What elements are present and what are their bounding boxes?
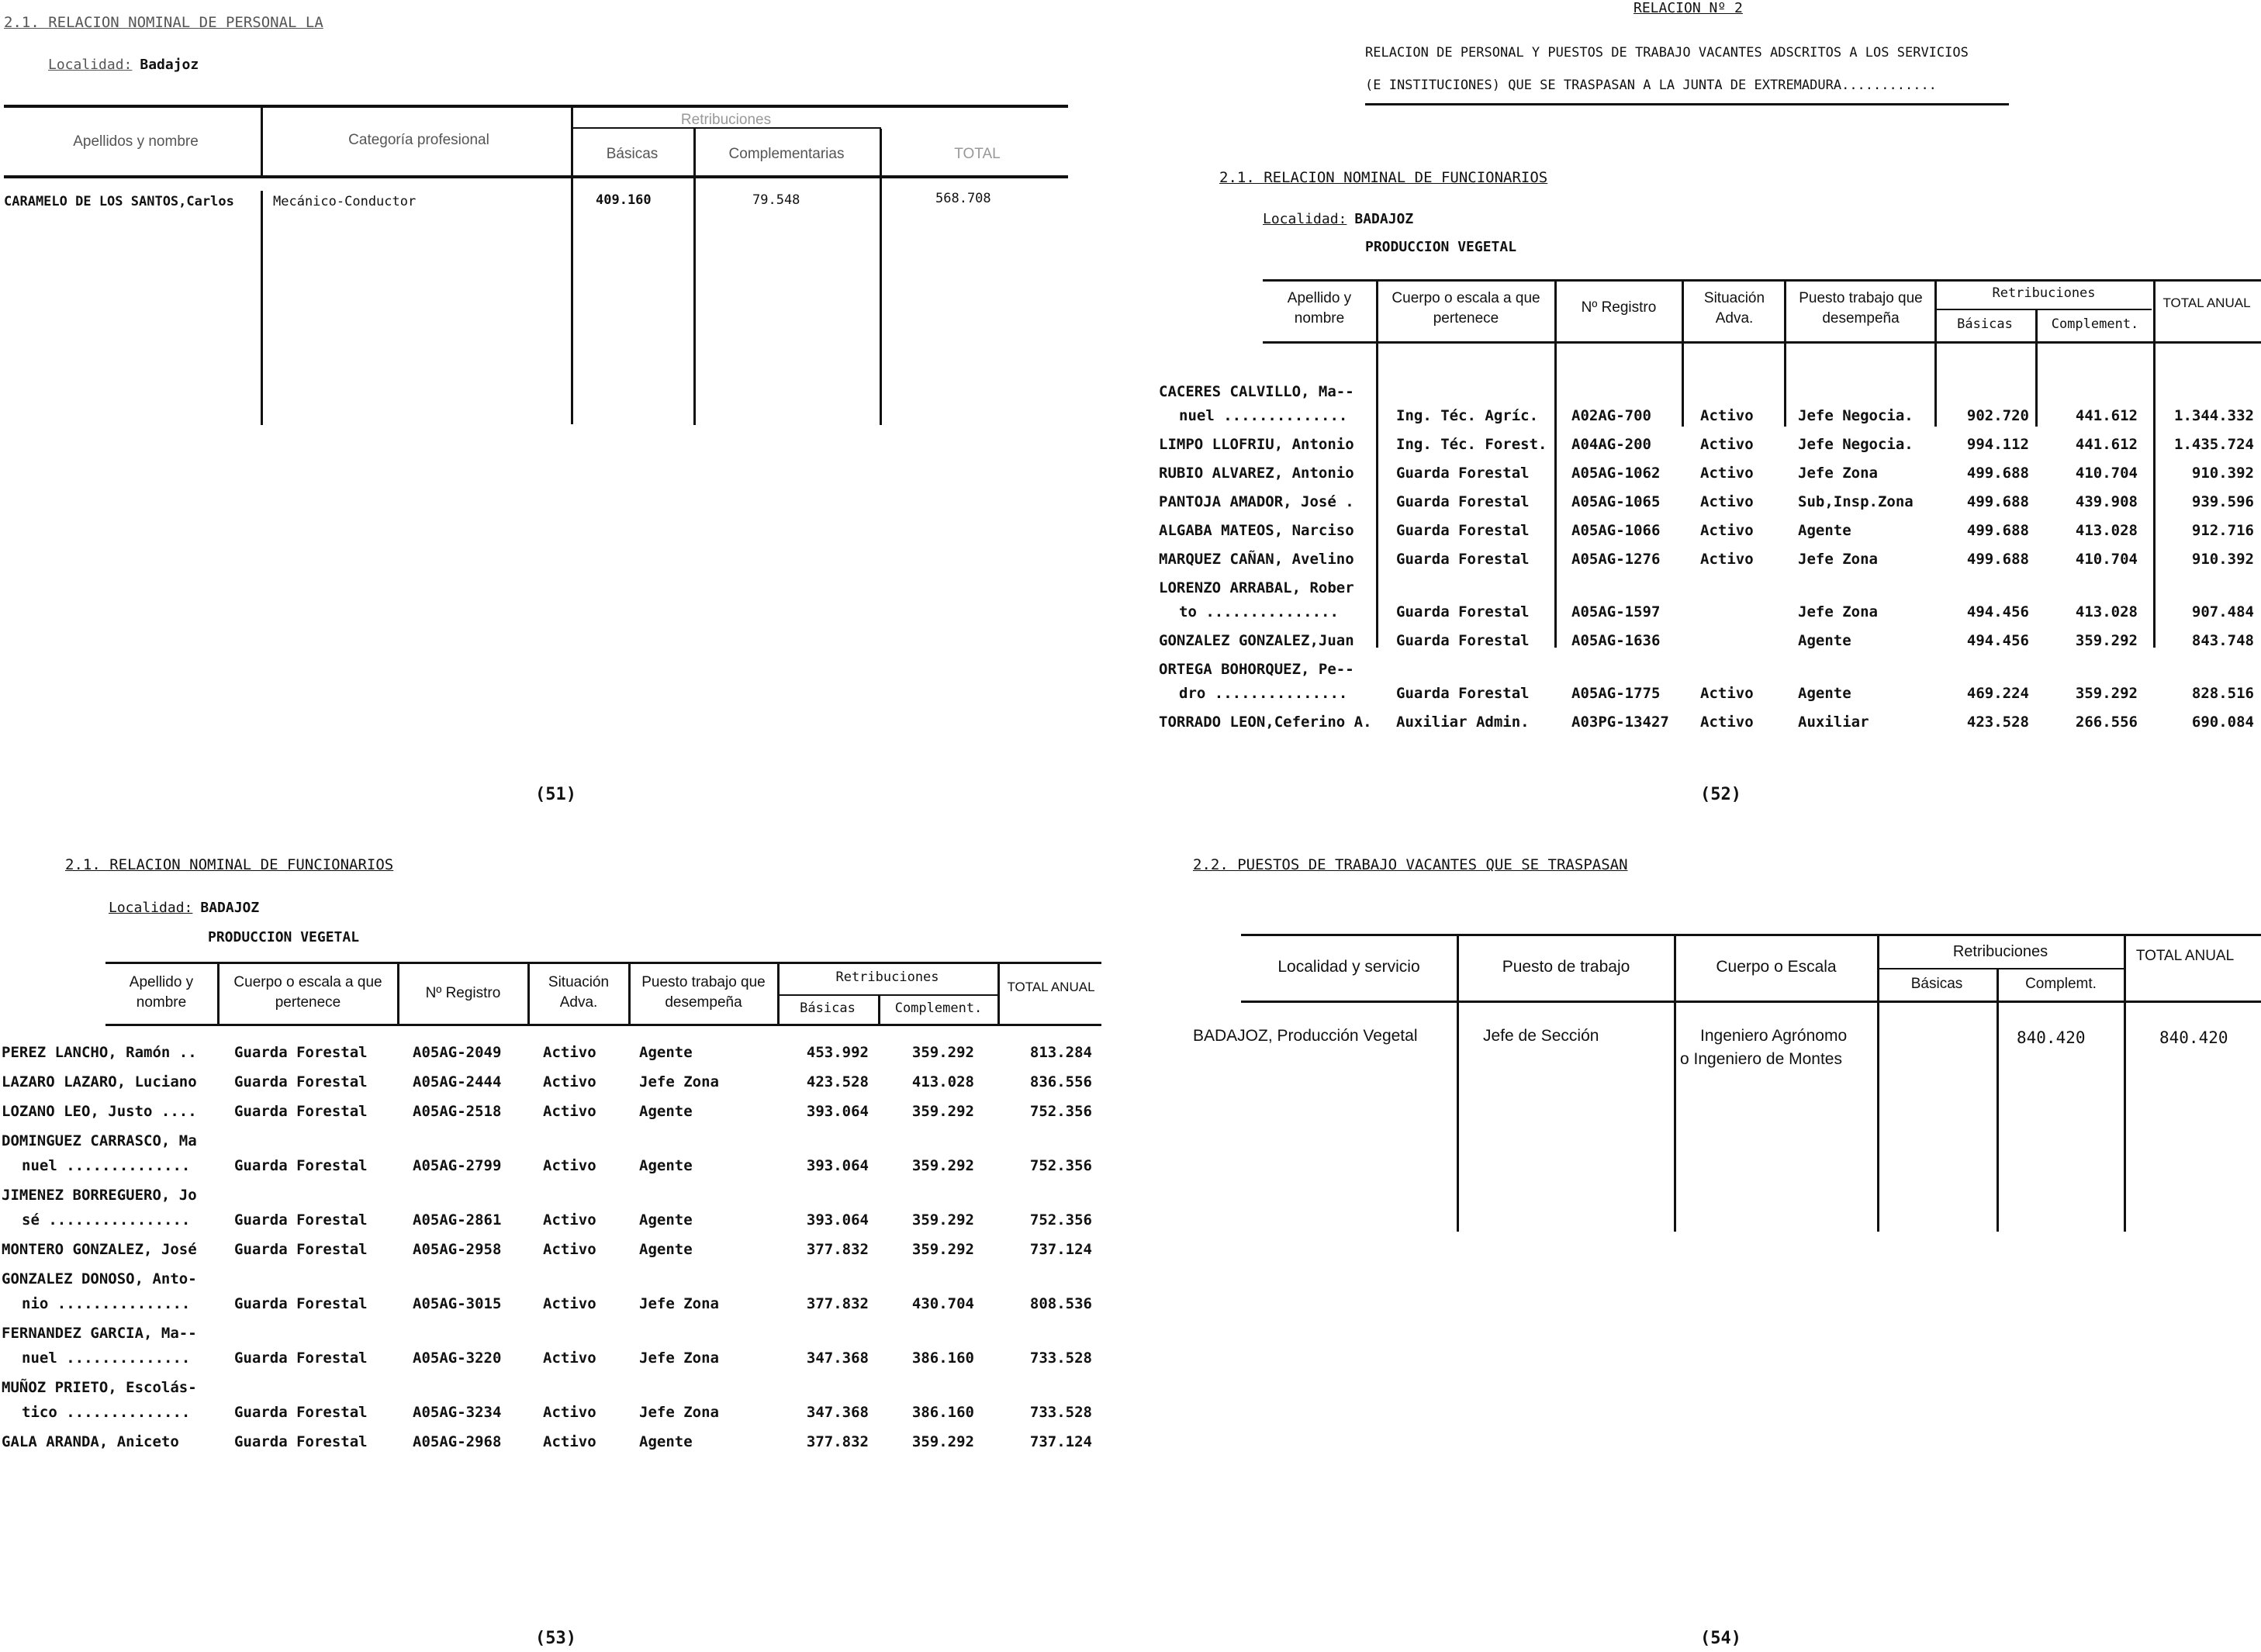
servicio: PRODUCCION VEGETAL [1365, 239, 1517, 255]
row-total: 912.716 [2191, 522, 2254, 539]
row-name-line1: ALGABA MATEOS, Narciso [1159, 522, 1354, 539]
row-complement: 439.908 [2075, 493, 2138, 510]
row-cuerpo-line1: Ingeniero Agrónomo [1700, 1027, 1848, 1045]
row-puesto: Jefe Negocia. [1798, 407, 1914, 424]
row-name-line1: LORENZO ARRABAL, Rober [1159, 579, 1354, 596]
row-cuerpo: Guarda Forestal [234, 1044, 368, 1061]
row-puesto: Sub,Insp.Zona [1798, 493, 1914, 510]
row-total: 813.284 [1029, 1044, 1092, 1061]
row-basicas: 494.456 [1966, 632, 2029, 649]
header-categoria: Categoría profesional [348, 132, 489, 148]
row-registro: A05AG-3220 [413, 1350, 502, 1367]
row-complement: 359.292 [911, 1103, 974, 1120]
row-total: 690.084 [2191, 714, 2254, 731]
row-name-line1: MUÑOZ PRIETO, Escolás- [2, 1379, 197, 1396]
header-localidad: Localidad y servicio [1277, 958, 1420, 976]
row-name-line1: LOZANO LEO, Justo .... [2, 1103, 197, 1120]
col-divider [2124, 934, 2126, 1232]
header-registro: Nº Registro [425, 985, 501, 1001]
col-divider [1682, 279, 1684, 427]
header-basicas: Básicas [800, 1001, 856, 1016]
col-divider [261, 191, 263, 425]
row-basicas: 453.992 [806, 1044, 869, 1061]
page-number: (51) [535, 785, 576, 804]
row-basicas: 347.368 [806, 1404, 869, 1421]
table-top-rule [105, 962, 1101, 964]
row-name-line1: ORTEGA BOHORQUEZ, Pe-- [1159, 661, 1354, 678]
row-complement: 359.292 [2075, 685, 2138, 702]
col-divider [261, 105, 263, 176]
row-total: 828.516 [2191, 685, 2254, 702]
row-cuerpo: Guarda Forestal [234, 1211, 368, 1229]
row-name-line1: GONZALEZ DONOSO, Anto- [2, 1270, 197, 1287]
header-retribuciones: Retribuciones [680, 112, 772, 128]
row-registro: A05AG-1597 [1571, 603, 1661, 620]
row-puesto: Jefe Zona [1798, 551, 1878, 568]
col-divider [1997, 969, 1999, 1232]
row-registro: A05AG-2049 [413, 1044, 502, 1061]
row-situacion: Activo [543, 1211, 596, 1229]
row-complement: 430.704 [911, 1295, 974, 1312]
heading-line-2: (E INSTITUCIONES) QUE SE TRASPASAN A LA JUNTA DE EXTREMADURA............ [1365, 78, 1937, 93]
row-situacion: Activo [1700, 465, 1754, 482]
row-localidad: BADAJOZ, Producción Vegetal [1193, 1027, 1418, 1045]
row-total: 1.344.332 [2174, 407, 2254, 424]
row-name-line1: MARQUEZ CAÑAN, Avelino [1159, 551, 1354, 568]
row-situacion: Activo [543, 1241, 596, 1258]
row-cuerpo: Ing. Téc. Agríc. [1396, 407, 1539, 424]
row-name-line1: JIMENEZ BORREGUERO, Jo [2, 1187, 197, 1204]
row-name-line1: PANTOJA AMADOR, José . [1159, 493, 1354, 510]
row-basicas: 499.688 [1966, 493, 2029, 510]
row-cuerpo: Guarda Forestal [234, 1404, 368, 1421]
row-complement: 413.028 [2075, 603, 2138, 620]
table-header-rule [1241, 1001, 2261, 1003]
row-complement: 359.292 [911, 1241, 974, 1258]
header-apellido: Apellido y nombre [129, 974, 194, 1011]
row-cuerpo: Guarda Forestal [1396, 465, 1530, 482]
header-situacion: Situación Adva. [1703, 290, 1765, 327]
row-basicas: 902.720 [1966, 407, 2029, 424]
row-complement: 413.028 [2075, 522, 2138, 539]
row-puesto: Agente [639, 1211, 693, 1229]
row-puesto: Jefe Negocia. [1798, 436, 1914, 453]
row-cuerpo: Guarda Forestal [234, 1433, 368, 1450]
row-puesto: Agente [1798, 522, 1851, 539]
row-registro: A05AG-2444 [413, 1073, 502, 1090]
row-basicas: 377.832 [806, 1433, 869, 1450]
row-complement: 413.028 [911, 1073, 974, 1090]
retrib-rule [1934, 309, 2152, 310]
heading-line-1: RELACION DE PERSONAL Y PUESTOS DE TRABAJO VACANTES ADSCRITOS A LOS SERVICIOS [1365, 45, 1969, 60]
row-puesto: Auxiliar [1798, 714, 1869, 731]
table-top-rule [1241, 934, 2261, 936]
row-registro: A05AG-1066 [1571, 522, 1661, 539]
row-name-line1: TORRADO LEON,Ceferino A. [1159, 714, 1372, 731]
row-puesto: Agente [639, 1157, 693, 1174]
row-total: 568.708 [935, 191, 991, 206]
header-basicas: Básicas [1910, 976, 1963, 992]
header-total: TOTAL [954, 146, 1001, 162]
row-name-line2: dro ............... [1179, 685, 1348, 702]
row-basicas: 393.064 [806, 1103, 869, 1120]
row-cuerpo: Guarda Forestal [1396, 551, 1530, 568]
row-registro: A05AG-1065 [1571, 493, 1661, 510]
row-total: 808.536 [1029, 1295, 1092, 1312]
row-basicas: 393.064 [806, 1157, 869, 1174]
row-complement: 441.612 [2075, 436, 2138, 453]
col-divider [2153, 279, 2156, 648]
row-complement: 386.160 [911, 1350, 974, 1367]
table-header-rule [105, 1024, 1101, 1026]
localidad: Localidad: BADAJOZ [1263, 211, 1414, 227]
row-cuerpo: Guarda Forestal [1396, 522, 1530, 539]
row-total: 1.435.724 [2174, 436, 2254, 453]
retrib-rule [1877, 968, 2125, 969]
row-name-line1: DOMINGUEZ CARRASCO, Ma [2, 1132, 197, 1149]
row-puesto: Agente [639, 1103, 693, 1120]
localidad: Localidad: BADAJOZ [109, 900, 260, 916]
row-puesto: Jefe Zona [639, 1404, 719, 1421]
row-registro: A03PG-13427 [1571, 714, 1669, 731]
col-divider [1934, 279, 1937, 427]
header-complement: Complement. [894, 1001, 983, 1016]
retrib-rule [777, 994, 997, 996]
table-header-rule [4, 175, 1068, 178]
row-name-line1: GONZALEZ GONZALEZ,Juan [1159, 632, 1354, 649]
row-total: 907.484 [2191, 603, 2254, 620]
row-total: 939.596 [2191, 493, 2254, 510]
row-cuerpo: Guarda Forestal [1396, 603, 1530, 620]
row-basicas: 377.832 [806, 1295, 869, 1312]
row-situacion: Activo [543, 1044, 596, 1061]
row-basicas: 499.688 [1966, 522, 2029, 539]
row-name-line2: nuel .............. [22, 1157, 191, 1174]
row-complement: 359.292 [911, 1211, 974, 1229]
header-puesto: Puesto trabajo que desempeña [641, 974, 766, 1011]
row-complement: 359.292 [2075, 632, 2138, 649]
row-puesto: Jefe de Sección [1483, 1027, 1599, 1045]
header-situacion: Situación Adva. [548, 974, 610, 1011]
row-complement: 266.556 [2075, 714, 2138, 731]
row-basicas: 499.688 [1966, 465, 2029, 482]
table-top-rule [4, 105, 1068, 108]
row-situacion: Activo [1700, 714, 1754, 731]
relacion-title: RELACION Nº 2 [1634, 0, 1743, 16]
row-puesto: Agente [1798, 685, 1851, 702]
col-divider [1554, 279, 1557, 648]
row-name-line2: nuel .............. [22, 1350, 191, 1367]
row-puesto: Agente [639, 1044, 693, 1061]
section-title: 2.1. RELACION NOMINAL DE FUNCIONARIOS [1219, 169, 1548, 186]
row-basicas: 423.528 [1966, 714, 2029, 731]
row-name-line2: nio ............... [22, 1295, 191, 1312]
row-registro: A05AG-1276 [1571, 551, 1661, 568]
row-puesto: Agente [639, 1241, 693, 1258]
row-name-line1: FERNANDEZ GARCIA, Ma-- [2, 1325, 197, 1342]
row-registro: A05AG-1775 [1571, 685, 1661, 702]
row-total: 733.528 [1029, 1404, 1092, 1421]
row-registro: A05AG-3015 [413, 1295, 502, 1312]
row-situacion: Activo [543, 1433, 596, 1450]
row-registro: A05AG-1062 [1571, 465, 1661, 482]
row-complement: 410.704 [2075, 465, 2138, 482]
row-situacion: Activo [1700, 493, 1754, 510]
header-cuerpo: Cuerpo o escala a que pertenece [233, 974, 382, 1011]
row-name-line2: sé ................ [22, 1211, 191, 1229]
row-situacion: Activo [543, 1073, 596, 1090]
row-categoria: Mecánico-Conductor [273, 194, 417, 209]
row-situacion: Activo [1700, 551, 1754, 568]
col-divider [997, 962, 1000, 1025]
row-name-line2: to ............... [1179, 603, 1339, 620]
row-name-line1: MONTERO GONZALEZ, José [2, 1241, 197, 1258]
row-complement: 441.612 [2075, 407, 2138, 424]
col-divider [880, 129, 882, 425]
row-cuerpo: Guarda Forestal [234, 1350, 368, 1367]
row-cuerpo: Guarda Forestal [234, 1295, 368, 1312]
row-basicas: 423.528 [806, 1073, 869, 1090]
col-divider [1457, 934, 1459, 1232]
row-situacion: Activo [543, 1404, 596, 1421]
row-total: 836.556 [1029, 1073, 1092, 1090]
row-puesto: Jefe Zona [1798, 603, 1878, 620]
row-basicas: 377.832 [806, 1241, 869, 1258]
section-title: 2.2. PUESTOS DE TRABAJO VACANTES QUE SE TRASPASAN [1193, 856, 1628, 873]
row-cuerpo: Guarda Forestal [234, 1103, 368, 1120]
col-divider [693, 129, 696, 425]
header-complement: Complemt. [2025, 976, 2097, 992]
header-retribuciones: Retribuciones [835, 969, 939, 985]
row-registro: A05AG-2861 [413, 1211, 502, 1229]
header-complementarias: Complementarias [728, 146, 845, 162]
row-name-line1: LIMPO LLOFRIU, Antonio [1159, 436, 1354, 453]
row-situacion: Activo [543, 1103, 596, 1120]
header-basicas: Básicas [1957, 316, 2013, 332]
col-divider [1784, 279, 1786, 427]
row-name-line2: tico .............. [22, 1404, 191, 1421]
header-retribuciones: Retribuciones [1992, 285, 2096, 301]
header-total: TOTAL ANUAL [2162, 295, 2251, 310]
row-total: 752.356 [1029, 1103, 1092, 1120]
row-puesto: Agente [1798, 632, 1851, 649]
heading-rule [1365, 103, 2009, 105]
header-cuerpo: Cuerpo o escala a que pertenece [1392, 290, 1540, 327]
header-apellidos: Apellidos y nombre [73, 133, 199, 150]
row-cuerpo: Guarda Forestal [234, 1241, 368, 1258]
col-divider [217, 962, 220, 1025]
row-puesto: Agente [639, 1433, 693, 1450]
row-complementarias: 79.548 [752, 192, 800, 208]
row-name-line1: PEREZ LANCHO, Ramón .. [2, 1044, 197, 1061]
row-registro: A05AG-2958 [413, 1241, 502, 1258]
row-registro: A05AG-1636 [1571, 632, 1661, 649]
header-apellido: Apellido y nombre [1287, 290, 1352, 327]
row-cuerpo: Guarda Forestal [1396, 493, 1530, 510]
row-basicas: 347.368 [806, 1350, 869, 1367]
row-cuerpo: Ing. Téc. Forest. [1396, 436, 1547, 453]
row-registro: A05AG-2968 [413, 1433, 502, 1450]
row-situacion: Activo [543, 1350, 596, 1367]
row-complement: 410.704 [2075, 551, 2138, 568]
row-basicas: 994.112 [1966, 436, 2029, 453]
page-number: (52) [1700, 785, 1741, 804]
header-retribuciones: Retribuciones [1952, 943, 2048, 960]
row-total: 737.124 [1029, 1433, 1092, 1450]
row-total: 737.124 [1029, 1241, 1092, 1258]
row-situacion: Activo [543, 1157, 596, 1174]
row-name-line1: CACERES CALVILLO, Ma-- [1159, 383, 1354, 400]
row-puesto: Jefe Zona [639, 1073, 719, 1090]
row-cuerpo: Guarda Forestal [234, 1073, 368, 1090]
row-total: 733.528 [1029, 1350, 1092, 1367]
header-total: TOTAL ANUAL [1007, 980, 1095, 994]
row-situacion: Activo [543, 1295, 596, 1312]
row-name-line1: RUBIO ALVAREZ, Antonio [1159, 465, 1354, 482]
row-registro: A02AG-700 [1571, 407, 1651, 424]
row-registro: A05AG-2799 [413, 1157, 502, 1174]
row-puesto: Jefe Zona [639, 1295, 719, 1312]
row-name-line1: LAZARO LAZARO, Luciano [2, 1073, 197, 1090]
row-name-line1: GALA ARANDA, Aniceto [2, 1433, 179, 1450]
row-basicas: 409.160 [596, 192, 652, 208]
row-basicas: 499.688 [1966, 551, 2029, 568]
table-header-rule [1263, 341, 2261, 344]
table-top-rule [1263, 279, 2261, 282]
row-complement: 386.160 [911, 1404, 974, 1421]
header-puesto: Puesto trabajo que desempeña [1799, 290, 1923, 327]
row-cuerpo: Guarda Forestal [1396, 685, 1530, 702]
row-puesto: Jefe Zona [639, 1350, 719, 1367]
header-cuerpo: Cuerpo o Escala [1716, 958, 1837, 976]
row-puesto: Jefe Zona [1798, 465, 1878, 482]
row-total: 840.420 [2159, 1028, 2228, 1047]
col-divider [1674, 934, 1676, 1232]
row-complement: 359.292 [911, 1044, 974, 1061]
header-puesto: Puesto de trabajo [1502, 958, 1630, 976]
row-registro: A05AG-3234 [413, 1404, 502, 1421]
servicio: PRODUCCION VEGETAL [208, 929, 360, 945]
row-total: 752.356 [1029, 1211, 1092, 1229]
row-complement: 359.292 [911, 1433, 974, 1450]
row-total: 910.392 [2191, 551, 2254, 568]
header-complement: Complement. [2051, 316, 2139, 332]
localidad: Localidad: Badajoz [48, 57, 199, 73]
row-registro: A05AG-2518 [413, 1103, 502, 1120]
row-cuerpo-line2: o Ingeniero de Montes [1680, 1050, 1842, 1068]
row-basicas: 393.064 [806, 1211, 869, 1229]
page-number: (54) [1700, 1629, 1741, 1648]
row-total: 843.748 [2191, 632, 2254, 649]
row-complement: 359.292 [911, 1157, 974, 1174]
row-cuerpo: Auxiliar Admin. [1396, 714, 1530, 731]
row-total: 910.392 [2191, 465, 2254, 482]
section-title: 2.1. RELACION NOMINAL DE PERSONAL LA [4, 14, 323, 31]
row-nombre: CARAMELO DE LOS SANTOS,Carlos [4, 194, 234, 209]
row-basicas: 469.224 [1966, 685, 2029, 702]
row-situacion: Activo [1700, 407, 1754, 424]
row-cuerpo: Guarda Forestal [234, 1157, 368, 1174]
section-title: 2.1. RELACION NOMINAL DE FUNCIONARIOS [65, 856, 394, 873]
row-situacion: Activo [1700, 522, 1754, 539]
page-number: (53) [535, 1629, 576, 1648]
row-cuerpo: Guarda Forestal [1396, 632, 1530, 649]
row-situacion: Activo [1700, 685, 1754, 702]
row-total: 752.356 [1029, 1157, 1092, 1174]
col-divider [1376, 279, 1378, 648]
row-name-line2: nuel .............. [1179, 407, 1348, 424]
header-registro: Nº Registro [1581, 299, 1657, 316]
row-basicas: 494.456 [1966, 603, 2029, 620]
row-complement: 840.420 [2017, 1028, 2086, 1047]
header-basicas: Básicas [606, 146, 659, 162]
row-registro: A04AG-200 [1571, 436, 1651, 453]
row-situacion: Activo [1700, 436, 1754, 453]
header-total: TOTAL ANUAL [2135, 948, 2235, 964]
